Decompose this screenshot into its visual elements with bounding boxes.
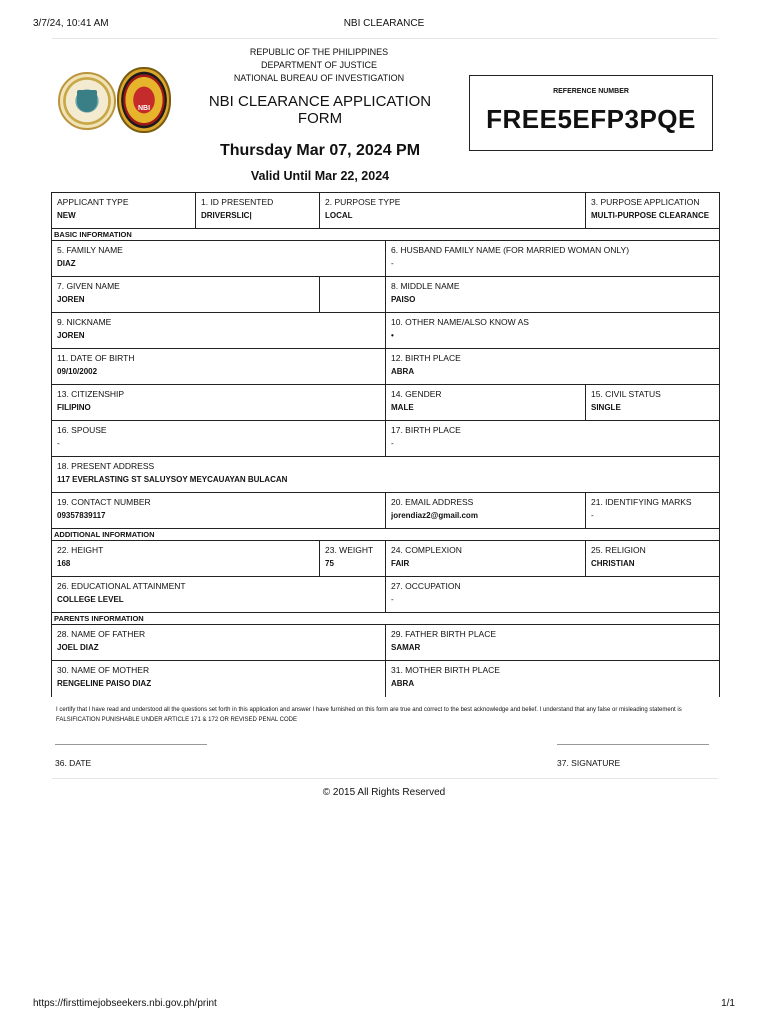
field-label: 11. DATE OF BIRTH bbox=[57, 353, 135, 363]
reference-label: REFERENCE NUMBER bbox=[553, 88, 629, 95]
field-value: COLLEGE LEVEL bbox=[57, 595, 124, 604]
field-label: 7. GIVEN NAME bbox=[57, 281, 120, 291]
citizenship-cell bbox=[52, 385, 386, 421]
print-url: https://firsttimejobseekers.nbi.gov.ph/print bbox=[33, 998, 217, 1009]
nbi-seal-text: NBI bbox=[137, 105, 151, 112]
valid-until: Valid Until Mar 22, 2024 bbox=[250, 169, 390, 183]
field-label: 28. NAME OF FATHER bbox=[57, 629, 146, 639]
field-value: - bbox=[391, 439, 394, 448]
form-row bbox=[52, 457, 720, 493]
mother-birth-place-cell bbox=[386, 661, 720, 697]
gender-cell bbox=[386, 385, 586, 421]
form-title-line-1: NBI CLEARANCE APPLICATION bbox=[208, 93, 432, 110]
signature-line bbox=[557, 744, 709, 745]
spouse-birth-place-cell bbox=[386, 421, 720, 457]
form-row bbox=[52, 241, 720, 277]
field-label: 16. SPOUSE bbox=[57, 425, 107, 435]
applicant-type-cell bbox=[52, 193, 196, 229]
doj-seal-icon bbox=[58, 72, 116, 130]
field-label: 29. FATHER BIRTH PLACE bbox=[391, 629, 497, 639]
father-name-cell bbox=[52, 625, 386, 661]
field-label: 9. NICKNAME bbox=[57, 317, 112, 327]
field-label: 5. FAMILY NAME bbox=[57, 245, 123, 255]
field-value: FILIPINO bbox=[57, 403, 91, 412]
application-form bbox=[51, 192, 719, 697]
field-value: JOREN bbox=[57, 295, 85, 304]
field-label: APPLICANT TYPE bbox=[57, 197, 129, 207]
religion-cell bbox=[586, 541, 720, 577]
field-value: ABRA bbox=[391, 679, 415, 688]
field-value: CHRISTIAN bbox=[591, 559, 635, 568]
field-value: JOEL DIAZ bbox=[57, 643, 99, 652]
mother-name-cell bbox=[52, 661, 386, 697]
section-basic-information: BASIC INFORMATION bbox=[52, 229, 720, 241]
id-presented-cell bbox=[196, 193, 320, 229]
footer-divider bbox=[52, 778, 718, 779]
form-row bbox=[52, 577, 720, 613]
print-page-number: 1/1 bbox=[721, 998, 735, 1009]
form-title-line-2: FORM bbox=[297, 110, 343, 127]
middle-name-cell bbox=[386, 277, 720, 313]
print-header bbox=[33, 18, 735, 32]
form-row bbox=[52, 313, 720, 349]
contact-number-cell bbox=[52, 493, 386, 529]
field-value: JOREN bbox=[57, 331, 85, 340]
identifying-marks-cell bbox=[586, 493, 720, 529]
agency-line-3: NATIONAL BUREAU OF INVESTIGATION bbox=[233, 73, 405, 83]
field-value: 117 EVERLASTING ST SALUYSOY MEYCAUAYAN BULACAN bbox=[57, 475, 288, 484]
field-label: 18. PRESENT ADDRESS bbox=[57, 461, 155, 471]
field-value: - bbox=[391, 259, 394, 268]
signature-label: 37. SIGNATURE bbox=[557, 758, 621, 768]
empty-cell bbox=[320, 277, 386, 313]
field-value: PAISO bbox=[391, 295, 416, 304]
section-additional-information: ADDITIONAL INFORMATION bbox=[52, 529, 720, 541]
occupation-cell bbox=[386, 577, 720, 613]
field-value: ABRA bbox=[391, 367, 415, 376]
field-value: jorendiaz2@gmail.com bbox=[391, 511, 478, 520]
form-row bbox=[52, 349, 720, 385]
field-label: 2. PURPOSE TYPE bbox=[325, 197, 401, 207]
given-name-cell bbox=[52, 277, 320, 313]
field-value: DIAZ bbox=[57, 259, 76, 268]
field-label: 19. CONTACT NUMBER bbox=[57, 497, 151, 507]
date-of-birth-cell bbox=[52, 349, 386, 385]
application-date: Thursday Mar 07, 2024 PM bbox=[219, 142, 421, 159]
email-cell bbox=[386, 493, 586, 529]
field-value: LOCAL bbox=[325, 211, 353, 220]
field-value: 168 bbox=[57, 559, 71, 568]
field-label: 22. HEIGHT bbox=[57, 545, 104, 555]
field-label: 14. GENDER bbox=[391, 389, 442, 399]
present-address-cell bbox=[52, 457, 720, 493]
field-value: 75 bbox=[325, 559, 334, 568]
print-timestamp: 3/7/24, 10:41 AM bbox=[33, 18, 109, 29]
form-row bbox=[52, 277, 720, 313]
date-label: 36. DATE bbox=[55, 758, 92, 768]
field-value: - bbox=[391, 595, 394, 604]
purpose-type-cell bbox=[320, 193, 586, 229]
field-value: 09357839117 bbox=[57, 511, 106, 520]
field-label: 6. HUSBAND FAMILY NAME (FOR MARRIED WOMAN ONLY) bbox=[391, 245, 630, 255]
husband-family-name-cell bbox=[386, 241, 720, 277]
date-signature-line bbox=[55, 744, 207, 745]
field-label: 1. ID PRESENTED bbox=[201, 197, 274, 207]
civil-status-cell bbox=[586, 385, 720, 421]
field-value: MULTI-PURPOSE CLEARANCE bbox=[591, 211, 710, 220]
field-label: 21. IDENTIFYING MARKS bbox=[591, 497, 692, 507]
form-row bbox=[52, 385, 720, 421]
section-parents-information: PARENTS INFORMATION bbox=[52, 613, 720, 625]
field-label: 17. BIRTH PLACE bbox=[391, 425, 461, 435]
purpose-application-cell bbox=[586, 193, 720, 229]
field-label: 31. MOTHER BIRTH PLACE bbox=[391, 665, 500, 675]
field-label: 23. WEIGHT bbox=[325, 545, 374, 555]
height-cell bbox=[52, 541, 320, 577]
form-row bbox=[52, 625, 720, 661]
form-row bbox=[52, 661, 720, 697]
field-value: - bbox=[591, 511, 594, 520]
field-value: DRIVERSLIC| bbox=[201, 211, 252, 220]
header-divider bbox=[52, 38, 718, 39]
education-cell bbox=[52, 577, 386, 613]
field-value: - bbox=[57, 439, 60, 448]
copyright: © 2015 All Rights Reserved bbox=[322, 787, 446, 798]
field-label: 30. NAME OF MOTHER bbox=[57, 665, 150, 675]
family-name-cell bbox=[52, 241, 386, 277]
print-page-title: NBI CLEARANCE bbox=[343, 18, 425, 29]
father-birth-place-cell bbox=[386, 625, 720, 661]
certification-text: I certify that I have read and understood all the questions set forth in this application and answer I have furnished on this form are true and correct to the best acknowledge and belief. I understand that any false or misleading statement is FALSIFICATION PUNISHABLE UNDER ARTICLE 171 & 172 OR REVISED PENAL CODE bbox=[56, 707, 682, 723]
field-label: 13. CITIZENSHIP bbox=[57, 389, 125, 399]
nickname-cell bbox=[52, 313, 386, 349]
form-table bbox=[51, 192, 720, 697]
field-value: MALE bbox=[391, 403, 414, 412]
other-name-cell bbox=[386, 313, 720, 349]
form-row bbox=[52, 541, 720, 577]
field-value: SAMAR bbox=[391, 643, 421, 652]
field-value: SINGLE bbox=[591, 403, 621, 412]
field-label: 3. PURPOSE APPLICATION bbox=[591, 197, 700, 207]
field-value: • bbox=[391, 331, 394, 340]
form-title bbox=[195, 93, 445, 127]
agency-line-2: DEPARTMENT OF JUSTICE bbox=[260, 60, 377, 70]
field-label: 15. CIVIL STATUS bbox=[591, 389, 661, 399]
form-row bbox=[52, 493, 720, 529]
reference-number: FREE5EFP3PQE bbox=[486, 104, 696, 134]
nbi-seal-icon bbox=[117, 67, 171, 133]
field-label: 12. BIRTH PLACE bbox=[391, 353, 461, 363]
complexion-cell bbox=[386, 541, 586, 577]
spouse-cell bbox=[52, 421, 386, 457]
field-label: 8. MIDDLE NAME bbox=[391, 281, 460, 291]
applicant-row bbox=[52, 193, 720, 229]
field-label: 24. COMPLEXION bbox=[391, 545, 462, 555]
print-footer bbox=[33, 998, 735, 1012]
field-value: NEW bbox=[57, 211, 76, 220]
field-value: FAIR bbox=[391, 559, 410, 568]
birth-place-cell bbox=[386, 349, 720, 385]
field-value: RENGELINE PAISO DIAZ bbox=[57, 679, 152, 688]
reference-box bbox=[469, 75, 713, 151]
field-label: 20. EMAIL ADDRESS bbox=[391, 497, 474, 507]
agency-line-1: REPUBLIC OF THE PHILIPPINES bbox=[249, 47, 389, 57]
form-row bbox=[52, 421, 720, 457]
field-label: 25. RELIGION bbox=[591, 545, 646, 555]
field-label: 27. OCCUPATION bbox=[391, 581, 461, 591]
field-label: 26. EDUCATIONAL ATTAINMENT bbox=[57, 581, 186, 591]
agency-header bbox=[200, 46, 438, 85]
field-value: 09/10/2002 bbox=[57, 367, 98, 376]
weight-cell bbox=[320, 541, 386, 577]
field-label: 10. OTHER NAME/ALSO KNOW AS bbox=[391, 317, 529, 327]
